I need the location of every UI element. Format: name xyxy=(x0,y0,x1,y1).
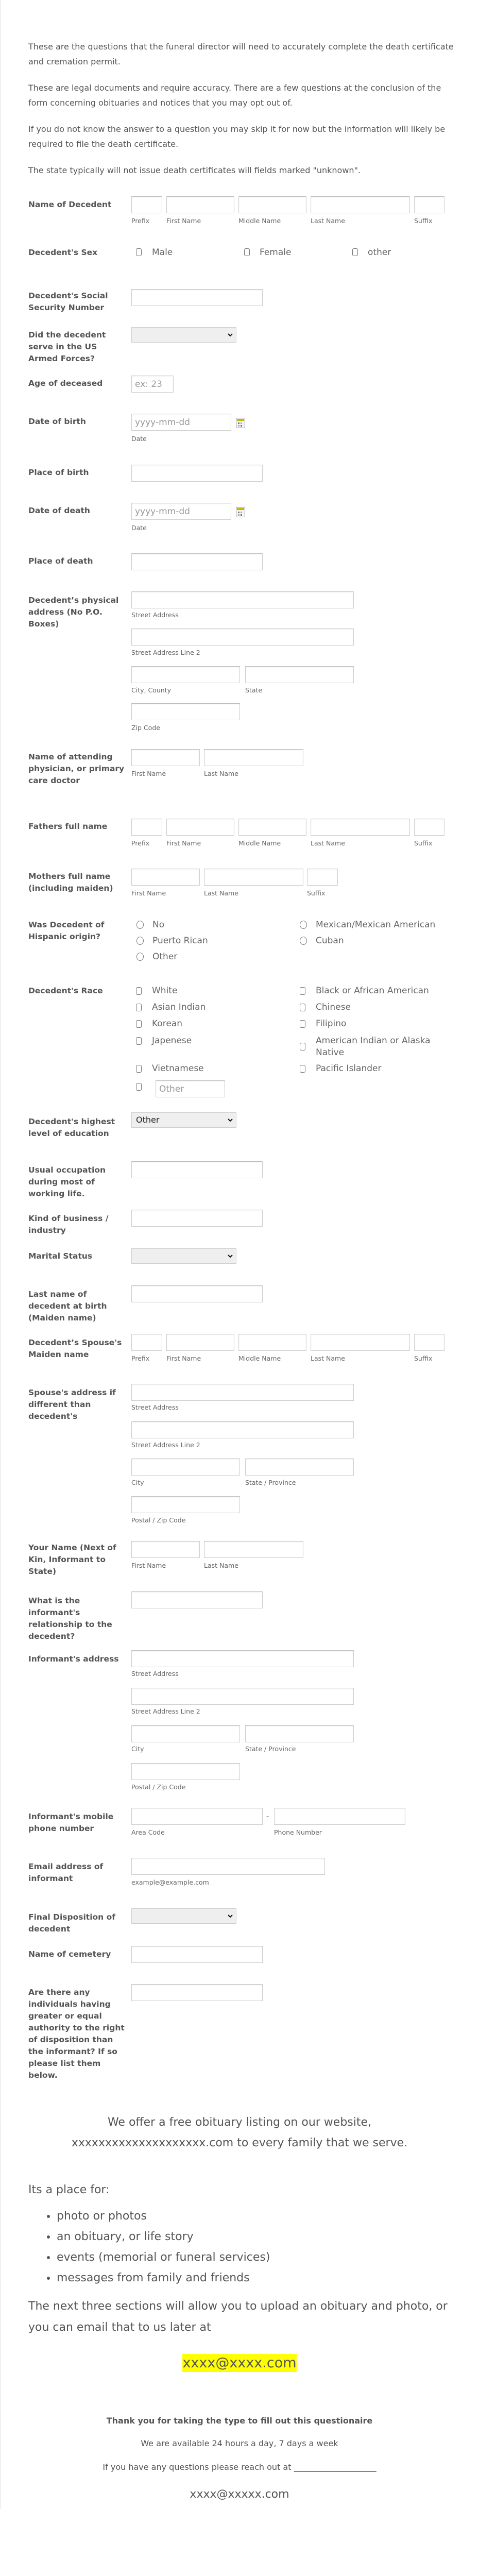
prefix-input[interactable] xyxy=(131,1334,162,1351)
sublabel: Middle Name xyxy=(238,1354,281,1362)
list-item: • events (memorial or funeral services) xyxy=(57,2247,270,2268)
field-label: Date of death xyxy=(28,506,90,515)
sublabel: Prefix xyxy=(131,217,150,225)
middle-name-input[interactable] xyxy=(238,1334,306,1351)
intro-text xyxy=(28,39,456,189)
select-value: Other xyxy=(136,1115,160,1125)
dob-input[interactable] xyxy=(131,414,231,431)
street-address-input[interactable] xyxy=(131,1384,354,1401)
last-name-input[interactable] xyxy=(311,819,410,836)
suffix-input[interactable] xyxy=(414,1334,444,1351)
field-label: Usual occupation during most of working life. xyxy=(28,1165,106,1198)
zip-input[interactable] xyxy=(131,1496,240,1513)
obituary-email-wrap xyxy=(28,2353,451,2375)
sublabel: State xyxy=(245,686,263,694)
calendar-icon[interactable] xyxy=(236,507,245,517)
state-input[interactable] xyxy=(245,1725,354,1742)
sublabel: Last Name xyxy=(204,770,238,777)
first-name-input[interactable] xyxy=(166,1334,234,1351)
obituary-email-link[interactable]: xxxx@xxxx.com xyxy=(182,2355,297,2371)
list-item: • messages from family and friends xyxy=(57,2268,270,2289)
occupation-input[interactable] xyxy=(131,1161,263,1178)
option-label: American Indian or Alaska Native xyxy=(316,1036,431,1058)
sublabel: Suffix xyxy=(414,839,433,847)
field-label: What is the informant's relationship to the decedent? xyxy=(28,1596,112,1641)
sublabel: Date xyxy=(131,435,147,443)
place-of-death-input[interactable] xyxy=(131,553,263,570)
checkbox-filipino[interactable] xyxy=(300,1020,305,1028)
sublabel: Street Address Line 2 xyxy=(131,1441,200,1449)
radio-puerto-rican[interactable] xyxy=(136,937,144,945)
option-label: No xyxy=(152,920,165,930)
option-label: White xyxy=(152,986,178,996)
field-label: Was Decedent of Hispanic origin? xyxy=(28,920,105,941)
chevron-down-icon xyxy=(228,332,233,337)
thank-you-heading: Thank you for taking the type to fill out this questionaire xyxy=(106,2416,373,2426)
checkbox-korean[interactable] xyxy=(136,1020,142,1028)
field-label: Place of death xyxy=(28,556,93,566)
prefix-input[interactable] xyxy=(131,819,162,836)
age-input[interactable] xyxy=(131,376,174,393)
sublabel: First Name xyxy=(166,217,201,225)
field-label: Your Name (Next of Kin, Informant to State) xyxy=(28,1543,116,1576)
first-name-input[interactable] xyxy=(131,869,200,886)
relationship-input[interactable] xyxy=(131,1591,263,1608)
dod-input[interactable] xyxy=(131,503,231,520)
sublabel: Suffix xyxy=(307,889,326,897)
field-label: Decedent’s physical address (No P.O. Boxes) xyxy=(28,596,119,629)
sublabel: Last Name xyxy=(204,889,238,897)
sublabel: State / Province xyxy=(245,1745,296,1753)
state-input[interactable] xyxy=(245,1459,354,1476)
checkbox-pacific-islander[interactable] xyxy=(300,1065,305,1073)
option-label: Puerto Rican xyxy=(152,936,208,946)
sublabel: Date xyxy=(131,524,147,532)
authority-input[interactable] xyxy=(131,1984,263,2001)
sublabel: State / Province xyxy=(245,1479,296,1486)
street-address-line2-input[interactable] xyxy=(131,629,354,646)
first-name-input[interactable] xyxy=(166,819,234,836)
sublabel: First Name xyxy=(131,770,166,777)
sublabel: Last Name xyxy=(204,1562,238,1569)
sublabel: example@example.com xyxy=(131,1878,209,1886)
field-label: Spouse's address if different than decedent's xyxy=(28,1388,116,1421)
last-name-input[interactable] xyxy=(204,869,303,886)
sublabel: City, County xyxy=(131,686,171,694)
zip-input[interactable] xyxy=(131,703,240,720)
field-label: Did the decedent serve in the US Armed Forces? xyxy=(28,330,106,363)
city-input[interactable] xyxy=(131,666,240,683)
option-label: Vietnamese xyxy=(152,1063,204,1074)
option-label: other xyxy=(368,247,391,258)
sublabel: Last Name xyxy=(311,217,345,225)
option-label: Pacific Islander xyxy=(316,1063,382,1074)
sublabel: Last Name xyxy=(311,1354,345,1362)
field-label: Final Disposition of decedent xyxy=(28,1912,115,1934)
intro-paragraph: These are the questions that the funeral director will need to accurately complete the death certificate and cremation permit. xyxy=(28,42,454,66)
sublabel: First Name xyxy=(166,839,201,847)
next-sections-text: The next three sections will allow you to upload an obituary and photo, or you can email that to us later at xyxy=(28,2300,448,2334)
armed-forces-select[interactable] xyxy=(131,327,236,343)
city-input[interactable] xyxy=(131,1725,240,1742)
field-label: Decedent's highest level of education xyxy=(28,1117,115,1138)
intro-paragraph: If you do not know the answer to a question you may skip it for now but the information will likely be required to file the death certificate. xyxy=(28,124,446,149)
phone-number-input[interactable] xyxy=(274,1808,405,1825)
sublabel: Zip Code xyxy=(131,724,160,732)
field-label: Last name of decedent at birth (Maiden name) xyxy=(28,1290,107,1323)
business-input[interactable] xyxy=(131,1210,263,1227)
ssn-input[interactable] xyxy=(131,289,263,306)
field-label: Date of birth xyxy=(28,417,86,426)
field-label: Mothers full name (including maiden) xyxy=(28,872,113,893)
sublabel: Area Code xyxy=(131,1828,165,1836)
education-select[interactable] xyxy=(131,1112,236,1128)
sublabel: Postal / Zip Code xyxy=(131,1783,186,1791)
sublabel: City xyxy=(131,1745,144,1753)
option-label: Black or African American xyxy=(316,986,429,996)
option-label: Chinese xyxy=(316,1002,351,1012)
street-address-input[interactable] xyxy=(131,1650,354,1667)
field-label: Name of cemetery xyxy=(28,1950,111,1959)
sublabel: First Name xyxy=(166,1354,201,1362)
sublabel: First Name xyxy=(131,1562,166,1569)
field-label: Age of deceased xyxy=(28,379,103,388)
field-label: Name of Decedent xyxy=(28,200,112,209)
state-input[interactable] xyxy=(245,666,354,683)
sublabel: Middle Name xyxy=(238,839,281,847)
radio-mexican[interactable] xyxy=(300,921,307,929)
physician-last-name-input[interactable] xyxy=(204,749,303,766)
street-address-line2-input[interactable] xyxy=(131,1688,354,1705)
area-code-input[interactable] xyxy=(131,1808,263,1825)
checkbox-white[interactable] xyxy=(136,987,142,995)
field-label: Decedent’s Spouse's Maiden name xyxy=(28,1338,122,1359)
email-input[interactable] xyxy=(131,1858,325,1875)
option-label: Japenese xyxy=(152,1036,192,1046)
chevron-down-icon xyxy=(228,1913,233,1919)
page-edge xyxy=(0,0,1,2509)
field-label: Marital Status xyxy=(28,1251,93,1261)
contact-text: If you have any questions please reach out at ____________________ xyxy=(102,2462,377,2472)
sublabel: Last Name xyxy=(311,839,345,847)
last-name-input[interactable] xyxy=(204,1541,303,1558)
race-other-input[interactable] xyxy=(156,1080,225,1097)
sublabel: Middle Name xyxy=(238,217,281,225)
radio-no[interactable] xyxy=(136,921,144,929)
checkbox-male[interactable] xyxy=(136,248,142,256)
middle-name-input[interactable] xyxy=(238,819,306,836)
footer-email[interactable]: xxxx@xxxxx.com xyxy=(190,2488,289,2501)
suffix-input[interactable] xyxy=(414,196,444,213)
sublabel: Street Address xyxy=(131,611,179,619)
field-label: Email address of informant xyxy=(28,1862,104,1883)
middle-name-input[interactable] xyxy=(238,196,306,213)
field-label: Decedent's Social Security Number xyxy=(28,291,108,312)
maiden-name-input[interactable] xyxy=(131,1285,263,1302)
checkbox-black[interactable] xyxy=(300,987,305,995)
field-label: Kind of business / industry xyxy=(28,1214,109,1235)
field-label: Decedent's Race xyxy=(28,986,103,995)
radio-cuban[interactable] xyxy=(300,937,307,945)
sublabel: Suffix xyxy=(414,217,433,225)
city-input[interactable] xyxy=(131,1459,240,1476)
option-label: Other xyxy=(152,952,178,962)
checkbox-chinese[interactable] xyxy=(300,1004,305,1011)
availability-text: We are available 24 hours a day, 7 days a week xyxy=(141,2438,338,2448)
suffix-input[interactable] xyxy=(414,819,444,836)
zip-input[interactable] xyxy=(131,1763,240,1780)
option-label: Cuban xyxy=(316,936,344,946)
field-label: Informant's mobile phone number xyxy=(28,1812,114,1833)
radio-other[interactable] xyxy=(136,953,144,961)
obituary-offer: We offer a free obituary listing on our website, xxxxxxxxxxxxxxxxxxxx.com to every family that we serve. xyxy=(71,2116,408,2149)
option-label: Asian Indian xyxy=(152,1002,206,1012)
obituary-feature-list xyxy=(28,2206,270,2289)
checkbox-female[interactable] xyxy=(244,248,250,256)
last-name-input[interactable] xyxy=(311,196,410,213)
option-label: Male xyxy=(152,247,173,258)
place-for-heading: Its a place for: xyxy=(28,2183,110,2196)
suffix-input[interactable] xyxy=(307,869,338,886)
option-label: Filipino xyxy=(316,1019,347,1029)
cemetery-input[interactable] xyxy=(131,1946,263,1963)
sublabel: Street Address Line 2 xyxy=(131,649,200,656)
sublabel: First Name xyxy=(131,889,166,897)
phone-separator: - xyxy=(266,1812,269,1821)
sublabel: Street Address xyxy=(131,1403,179,1411)
checkbox-other[interactable] xyxy=(136,1083,142,1091)
disposition-select[interactable] xyxy=(131,1908,236,1924)
physician-first-name-input[interactable] xyxy=(131,749,200,766)
place-of-birth-input[interactable] xyxy=(131,465,263,482)
list-item: • photo or photos xyxy=(57,2206,270,2227)
checkbox-other[interactable] xyxy=(352,248,358,256)
sublabel: Street Address xyxy=(131,1670,179,1677)
sublabel: Postal / Zip Code xyxy=(131,1516,186,1524)
sublabel: City xyxy=(131,1479,144,1486)
sublabel: Prefix xyxy=(131,1354,150,1362)
option-label: Mexican/Mexican American xyxy=(316,920,436,930)
sublabel: Suffix xyxy=(414,1354,433,1362)
first-name-input[interactable] xyxy=(166,196,234,213)
field-label: Name of attending physician, or primary care doctor xyxy=(28,752,125,785)
checkbox-japanese[interactable] xyxy=(136,1037,142,1045)
option-label: Korean xyxy=(152,1019,182,1029)
marital-status-select[interactable] xyxy=(131,1248,236,1264)
first-name-input[interactable] xyxy=(131,1541,200,1558)
prefix-input[interactable] xyxy=(131,196,162,213)
checkbox-vietnamese[interactable] xyxy=(136,1065,142,1073)
street-address-line2-input[interactable] xyxy=(131,1421,354,1438)
chevron-down-icon xyxy=(228,1117,233,1123)
street-address-input[interactable] xyxy=(131,591,354,608)
field-label: Are there any individuals having greater or equal authority to the right of disposition than the informant? If so please list them below. xyxy=(28,1988,125,2080)
list-item: • an obituary, or life story xyxy=(57,2227,270,2247)
field-label: Place of birth xyxy=(28,468,89,477)
field-label: Fathers full name xyxy=(28,822,108,831)
sublabel: Street Address Line 2 xyxy=(131,1707,200,1715)
intro-paragraph: These are legal documents and require accuracy. There are a few questions at the conclusion of the form concerning obituaries and notices that you may opt out of. xyxy=(28,83,441,108)
sublabel: Phone Number xyxy=(274,1828,322,1836)
sublabel: Prefix xyxy=(131,839,150,847)
last-name-input[interactable] xyxy=(311,1334,410,1351)
field-label: Informant's address xyxy=(28,1654,119,1664)
chevron-down-icon xyxy=(228,1253,233,1259)
checkbox-american-indian[interactable] xyxy=(300,1043,305,1050)
field-label: Decedent's Sex xyxy=(28,248,98,257)
option-label: Female xyxy=(260,247,292,258)
intro-paragraph: The state typically will not issue death certificates will fields marked "unknown". xyxy=(28,165,361,175)
checkbox-asian-indian[interactable] xyxy=(136,1004,142,1011)
calendar-icon[interactable] xyxy=(236,418,245,428)
